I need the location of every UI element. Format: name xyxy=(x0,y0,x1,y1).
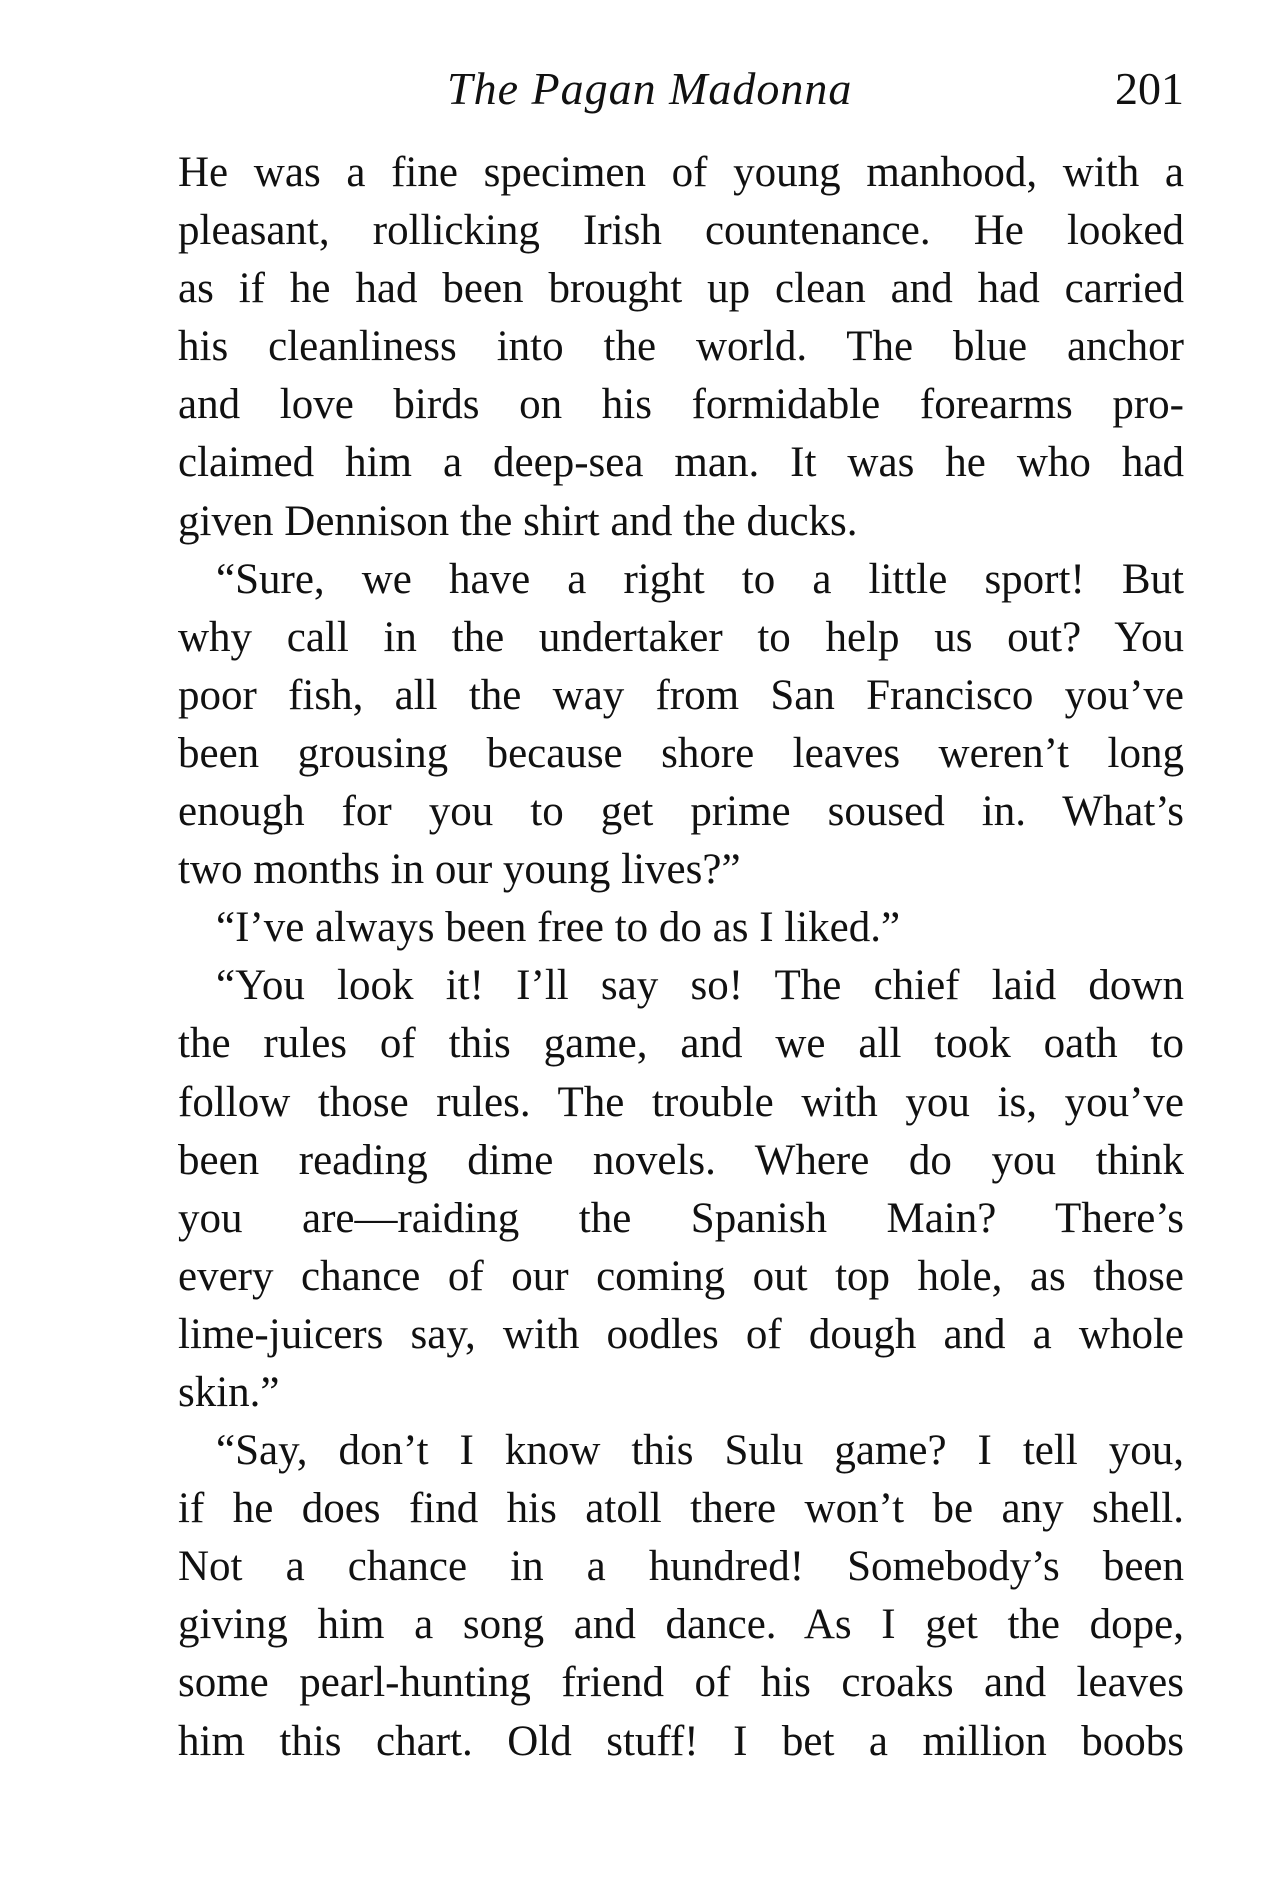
page-number: 201 xyxy=(1115,63,1184,114)
text-line: Not a chance in a hundred! Somebody’s been xyxy=(178,1543,1184,1591)
text-line: why call in the undertaker to help us out? You xyxy=(178,613,1184,661)
text-line: been grousing because shore leaves weren’t long xyxy=(178,729,1184,777)
text-line: been reading dime novels. Where do you think xyxy=(178,1136,1184,1184)
text-line: “You look it! I’ll say so! The chief laid down xyxy=(216,962,1184,1010)
body-text xyxy=(178,144,1184,1771)
text-line: poor fish, all the way from San Francisco you’ve xyxy=(178,671,1184,719)
text-line: pleasant, rollicking Irish countenance. He looked xyxy=(178,207,1184,255)
text-line: and love birds on his formidable forearms pro- xyxy=(178,381,1184,429)
text-line: if he does find his atoll there won’t be any shell. xyxy=(178,1485,1184,1533)
text-line: skin.” xyxy=(178,1368,280,1416)
text-line: given Dennison the shirt and the ducks. xyxy=(178,497,858,545)
page-header xyxy=(178,62,1184,122)
text-line: the rules of this game, and we all took oath to xyxy=(178,1020,1184,1068)
text-line: “I’ve always been free to do as I liked.” xyxy=(216,904,901,952)
text-line: lime-juicers say, with oodles of dough and a whole xyxy=(178,1310,1184,1358)
text-line: two months in our young lives?” xyxy=(178,846,741,894)
text-line: enough for you to get prime soused in. What’s xyxy=(178,788,1184,836)
text-line: “Sure, we have a right to a little sport! But xyxy=(216,555,1184,603)
text-line: him this chart. Old stuff! I bet a million boobs xyxy=(178,1717,1184,1765)
text-line: “Say, don’t I know this Sulu game? I tell you, xyxy=(216,1427,1184,1475)
text-line: every chance of our coming out top hole, as those xyxy=(178,1252,1184,1300)
text-line: giving him a song and dance. As I get the dope, xyxy=(178,1601,1184,1649)
text-line: you are—raiding the Spanish Main? There’s xyxy=(178,1194,1184,1242)
text-line: follow those rules. The trouble with you is, you’ve xyxy=(178,1078,1184,1126)
book-page xyxy=(178,0,1184,1890)
running-title: The Pagan Madonna xyxy=(447,63,853,114)
text-line: claimed him a deep-sea man. It was he who had xyxy=(178,439,1184,487)
text-line: He was a fine specimen of young manhood, with a xyxy=(178,149,1184,196)
text-line: as if he had been brought up clean and had carried xyxy=(178,265,1184,313)
text-line: his cleanliness into the world. The blue anchor xyxy=(178,323,1184,371)
text-line: some pearl-hunting friend of his croaks and leaves xyxy=(178,1659,1184,1707)
